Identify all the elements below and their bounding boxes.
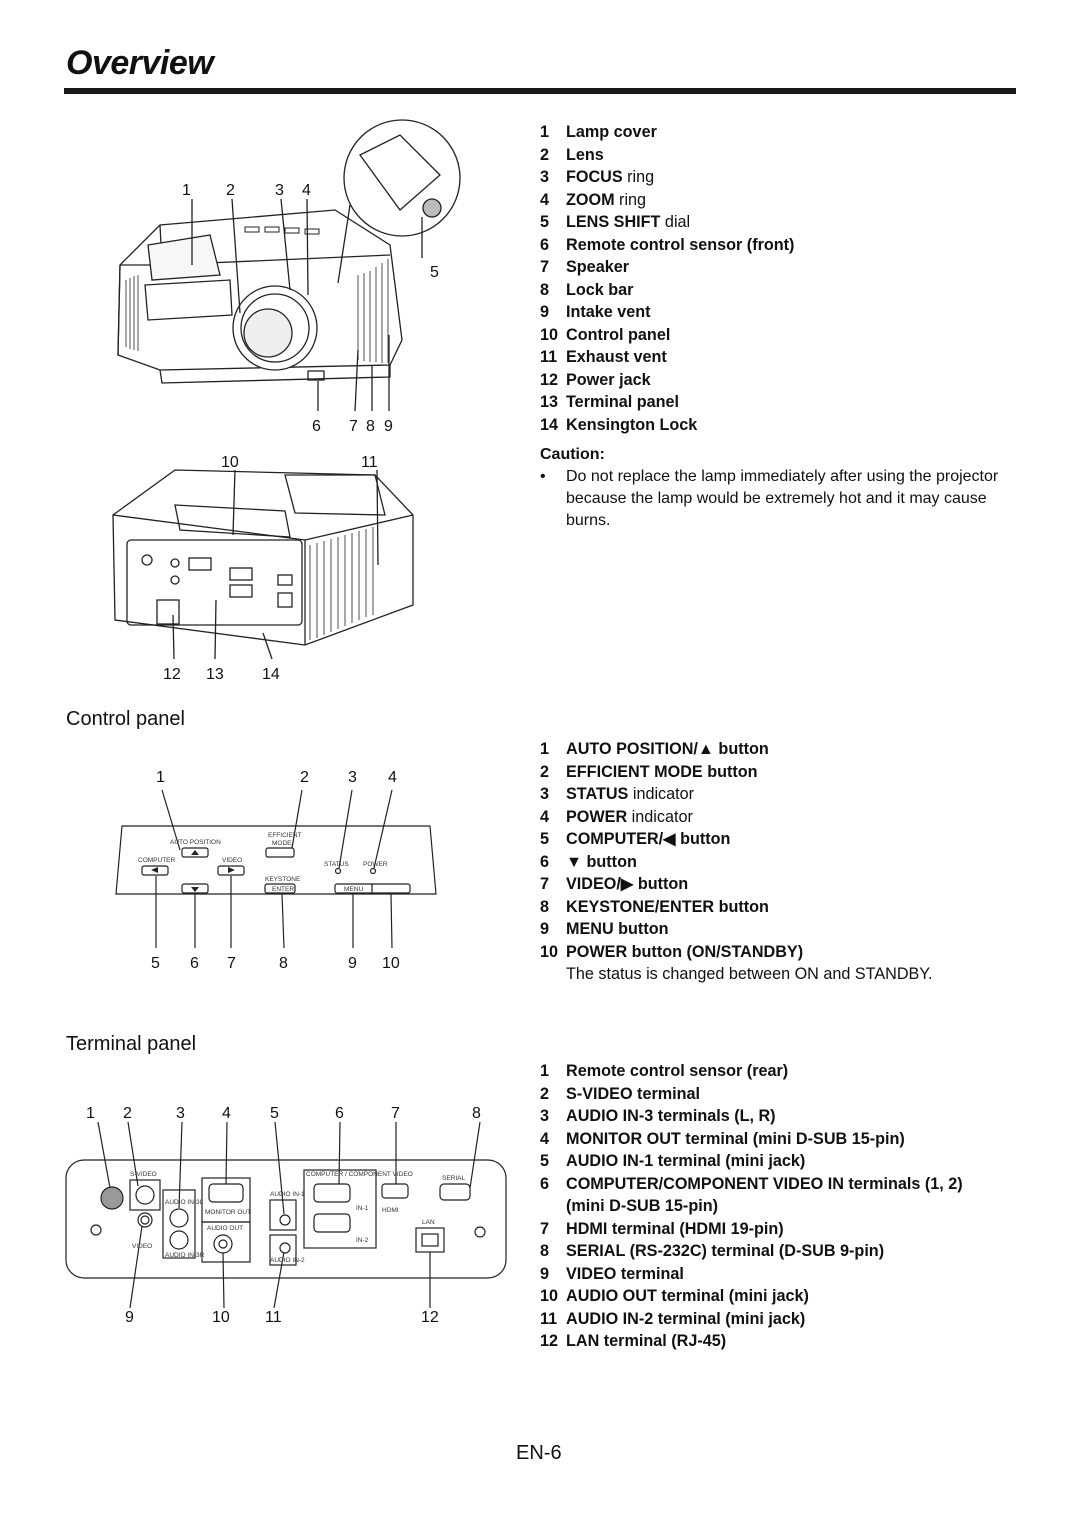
label-audio-out: AUDIO OUT — [207, 1225, 244, 1232]
item-number — [540, 1195, 566, 1218]
projector-front-illustration — [100, 115, 480, 435]
item-label — [566, 189, 646, 212]
item-number: 6 — [540, 235, 550, 254]
item-label — [566, 1083, 700, 1106]
item-label — [566, 301, 651, 324]
item-label — [566, 1308, 805, 1331]
cp-callout-10: 10 — [382, 955, 400, 972]
item-number: 4 — [540, 1129, 550, 1148]
item-label-main: VIDEO terminal — [566, 1264, 684, 1283]
item-label — [566, 279, 633, 302]
item-number: 5 — [540, 1152, 550, 1170]
item-number: 7 — [540, 1219, 550, 1238]
callout-10: 10 — [221, 454, 239, 471]
item-label-main: Remote control sensor (rear) — [566, 1062, 789, 1080]
item-label-main: POWER button (ON/STANDBY) — [566, 942, 804, 961]
label-mode: MODE — [272, 840, 292, 847]
list-item — [540, 1060, 1040, 1083]
callout-12: 12 — [163, 666, 181, 683]
item-label-main: Kensington Lock — [566, 415, 698, 434]
item-number: 2 — [540, 762, 550, 781]
tp-callout-12: 12 — [421, 1309, 439, 1326]
list-item — [540, 279, 1010, 302]
item-label — [566, 1330, 726, 1353]
page-number: EN-6 — [516, 1442, 562, 1464]
item-label-main: STATUS — [566, 785, 629, 803]
item-label — [566, 369, 651, 392]
item-label-main: Intake vent — [566, 303, 651, 321]
item-number: 1 — [540, 740, 550, 758]
item-number: 7 — [540, 875, 550, 893]
item-label-main: POWER — [566, 807, 628, 826]
label-auto-position: AUTO POSITION — [170, 839, 221, 846]
item-label-main: Remote control sensor (front) — [566, 235, 795, 254]
list-item — [540, 121, 1010, 144]
list-item — [540, 391, 1010, 414]
label-in1: IN-1 — [356, 1205, 369, 1212]
item-label-main: AUDIO IN-1 terminal (mini jack) — [566, 1152, 806, 1170]
cp-callout-6: 6 — [190, 955, 199, 972]
item-number: 1 — [540, 1062, 550, 1080]
label-audio-in1: AUDIO IN-1 — [270, 1191, 305, 1198]
item-label — [566, 121, 657, 144]
item-label — [566, 1128, 905, 1151]
tp-callout-9: 9 — [125, 1309, 134, 1326]
list-item — [540, 1173, 1040, 1196]
item-label — [566, 918, 669, 941]
item-number: 14 — [540, 415, 559, 434]
item-number: 6 — [540, 852, 550, 871]
item-number: 3 — [540, 168, 550, 186]
item-label-suffix: ring — [614, 190, 647, 209]
callout-8: 8 — [366, 418, 375, 435]
list-item — [540, 346, 1010, 369]
tp-callout-3: 3 — [176, 1105, 185, 1122]
item-number: 9 — [540, 920, 550, 938]
tp-callout-2: 2 — [123, 1105, 132, 1122]
item-number: 13 — [540, 393, 559, 411]
list-item — [540, 189, 1010, 212]
caution-note — [540, 444, 1010, 532]
label-menu: MENU — [344, 886, 364, 893]
item-label-main: Control panel — [566, 325, 671, 344]
label-video: VIDEO — [132, 1243, 153, 1250]
callout-9: 9 — [384, 418, 393, 435]
list-item — [540, 256, 1010, 279]
caution-bullet: • — [540, 468, 546, 485]
list-item — [540, 1150, 1040, 1173]
item-number: 5 — [540, 213, 550, 231]
label-computer-component: COMPUTER / COMPONENT VIDEO — [306, 1171, 413, 1178]
item-number: 12 — [540, 370, 559, 389]
list-item — [540, 1128, 1040, 1151]
item-label — [566, 256, 629, 279]
item-number: 10 — [540, 1287, 559, 1305]
label-audio-in3l: AUDIO IN-3L — [165, 1199, 204, 1206]
item-label — [566, 1240, 884, 1263]
item-label — [566, 873, 688, 896]
item-label-main: LENS SHIFT — [566, 213, 661, 231]
item-label — [566, 1150, 805, 1173]
item-number: 2 — [540, 145, 550, 164]
item-number: 7 — [540, 258, 550, 276]
item-number: 5 — [540, 830, 550, 848]
cp-callout-2: 2 — [300, 769, 309, 786]
list-item — [540, 783, 1010, 806]
tp-callout-6: 6 — [335, 1105, 344, 1122]
item-label — [566, 144, 604, 167]
list-item — [540, 301, 1010, 324]
cp-callout-8: 8 — [279, 955, 288, 972]
page-title: Overview — [66, 44, 214, 82]
callout-1: 1 — [182, 182, 191, 199]
item-label-suffix: dial — [660, 213, 691, 231]
item-label — [566, 1195, 718, 1218]
label-monitor-out: MONITOR OUT — [205, 1209, 252, 1216]
item-label-main: FOCUS — [566, 168, 623, 186]
list-item — [540, 806, 1010, 829]
list-item — [540, 896, 1010, 919]
label-lan: LAN — [422, 1219, 435, 1226]
label-enter: ENTER — [272, 886, 295, 893]
tp-callout-10: 10 — [212, 1309, 230, 1326]
callout-14: 14 — [262, 666, 280, 683]
item-label — [566, 761, 758, 784]
list-item — [540, 144, 1010, 167]
item-number: 11 — [540, 348, 558, 366]
list-item — [540, 414, 1010, 437]
list-item — [540, 1330, 1040, 1353]
control-panel-heading: Control panel — [66, 708, 185, 730]
callout-2: 2 — [226, 182, 235, 199]
item-label — [566, 1285, 809, 1308]
callout-5: 5 — [430, 264, 439, 281]
item-label — [566, 941, 803, 964]
label-efficient: EFFICIENT — [268, 832, 302, 839]
callout-7: 7 — [349, 418, 358, 435]
item-label-main: Lens — [566, 145, 604, 164]
cp-callout-7: 7 — [227, 955, 236, 972]
item-number: 8 — [540, 280, 550, 299]
list-note: The status is changed between ON and STANDBY. — [566, 965, 933, 983]
item-label-suffix: indicator — [628, 785, 695, 803]
item-label-main: Power jack — [566, 370, 651, 389]
label-serial: SERIAL — [442, 1175, 466, 1182]
list-item — [540, 873, 1010, 896]
item-label-main: Terminal panel — [566, 393, 680, 411]
caution-text: Do not replace the lamp immediately after using the projector because the lamp would be extremely hot and it may cause burns. — [566, 468, 999, 529]
item-number: 9 — [540, 1264, 550, 1283]
item-label-main: ZOOM — [566, 190, 615, 209]
item-number: 11 — [540, 1309, 558, 1328]
item-label — [566, 1105, 776, 1128]
label-audio-in2: AUDIO IN-2 — [270, 1257, 305, 1264]
item-number: 8 — [540, 897, 550, 916]
label-s-video: S-VIDEO — [130, 1171, 157, 1178]
item-label-main: VIDEO/▶ button — [566, 875, 689, 893]
list-item — [540, 918, 1010, 941]
item-label — [566, 211, 690, 234]
tp-callout-7: 7 — [391, 1105, 400, 1122]
label-computer: COMPUTER — [138, 857, 176, 864]
caution-heading: Caution: — [540, 446, 605, 463]
item-label — [566, 851, 637, 874]
item-label-main: KEYSTONE/ENTER button — [566, 897, 769, 916]
item-label — [566, 828, 730, 851]
item-label — [566, 324, 670, 347]
cp-callout-5: 5 — [151, 955, 160, 972]
item-label-main: AUTO POSITION/▲ button — [566, 740, 769, 758]
item-number: 3 — [540, 785, 550, 803]
item-number: 8 — [540, 1242, 550, 1260]
terminal-panel-parts-list — [540, 1060, 1040, 1353]
item-number: 9 — [540, 303, 550, 321]
item-label — [566, 738, 769, 761]
item-label — [566, 896, 769, 919]
list-item — [540, 1195, 1040, 1218]
item-label-main: (mini D-SUB 15-pin) — [566, 1197, 718, 1215]
tp-callout-11: 11 — [265, 1309, 282, 1326]
list-item — [540, 324, 1010, 347]
item-label-suffix: ring — [622, 168, 655, 186]
list-item — [540, 1218, 1040, 1241]
list-item — [540, 1263, 1040, 1286]
item-number: 4 — [540, 807, 550, 826]
label-video: VIDEO — [222, 857, 243, 864]
list-item — [540, 234, 1010, 257]
cp-callout-9: 9 — [348, 955, 357, 972]
list-item — [540, 828, 1010, 851]
item-label — [566, 346, 667, 369]
label-keystone: KEYSTONE — [265, 876, 301, 883]
tp-callout-8: 8 — [472, 1105, 481, 1122]
item-label-main: S-VIDEO terminal — [566, 1084, 701, 1103]
item-label — [566, 166, 654, 189]
item-label-suffix: indicator — [627, 807, 693, 826]
item-label-main: MONITOR OUT terminal (mini D-SUB 15-pin) — [566, 1129, 905, 1148]
item-label-main: Lock bar — [566, 280, 634, 299]
list-item — [540, 1308, 1040, 1331]
cp-callout-4: 4 — [388, 769, 397, 786]
item-label — [566, 414, 697, 437]
tp-callout-1: 1 — [86, 1105, 95, 1122]
item-number: 10 — [540, 325, 559, 344]
overview-parts-list — [540, 121, 1010, 436]
control-panel-parts-list — [540, 738, 1010, 985]
list-item — [540, 761, 1010, 784]
item-label-main: Lamp cover — [566, 123, 657, 141]
item-label — [566, 234, 794, 257]
item-label — [566, 1263, 684, 1286]
item-label-main: MENU button — [566, 920, 669, 938]
item-number: 12 — [540, 1332, 559, 1350]
callout-3: 3 — [275, 182, 284, 199]
label-audio-in3r: AUDIO IN-3R — [165, 1252, 205, 1259]
item-label-main: LAN terminal (RJ-45) — [566, 1332, 727, 1350]
tp-callout-4: 4 — [222, 1105, 231, 1122]
item-label-main: AUDIO IN-3 terminals (L, R) — [566, 1107, 776, 1125]
label-hdmi: HDMI — [382, 1207, 399, 1214]
callout-11: 11 — [361, 454, 378, 471]
item-number: 4 — [540, 190, 550, 209]
list-item — [540, 941, 1010, 964]
tp-callout-5: 5 — [270, 1105, 279, 1122]
control-panel-illustration — [110, 760, 440, 980]
item-label-main: AUDIO IN-2 terminal (mini jack) — [566, 1309, 806, 1328]
item-label — [566, 1173, 963, 1196]
list-item — [540, 211, 1010, 234]
cp-callout-3: 3 — [348, 769, 357, 786]
projector-rear-illustration — [95, 445, 425, 690]
item-number: 10 — [540, 942, 559, 961]
item-number: 6 — [540, 1174, 550, 1193]
item-label — [566, 1218, 784, 1241]
list-item — [540, 1083, 1040, 1106]
item-label — [566, 806, 693, 829]
item-label-main: HDMI terminal (HDMI 19-pin) — [566, 1219, 784, 1238]
item-label-main: ▼ button — [566, 852, 637, 871]
list-item — [540, 369, 1010, 392]
item-label-main: EFFICIENT MODE button — [566, 762, 758, 781]
list-item — [540, 166, 1010, 189]
callout-13: 13 — [206, 666, 224, 683]
title-rule — [64, 88, 1016, 94]
item-label-main: AUDIO OUT terminal (mini jack) — [566, 1287, 809, 1305]
cp-callout-1: 1 — [156, 769, 165, 786]
list-item — [540, 1285, 1040, 1308]
callout-6: 6 — [312, 418, 321, 435]
item-label-main: SERIAL (RS-232C) terminal (D-SUB 9-pin) — [566, 1242, 885, 1260]
list-item — [540, 1240, 1040, 1263]
list-item — [540, 738, 1010, 761]
label-in2: IN-2 — [356, 1237, 369, 1244]
item-label — [566, 783, 694, 806]
item-number: 1 — [540, 123, 550, 141]
item-label-main: Exhaust vent — [566, 348, 667, 366]
list-item — [540, 1105, 1040, 1128]
item-label-main: COMPUTER/◀ button — [566, 830, 731, 848]
item-label-main: Speaker — [566, 258, 629, 276]
list-item — [540, 851, 1010, 874]
label-power: POWER — [363, 861, 388, 868]
callout-4: 4 — [302, 182, 311, 199]
item-label-main: COMPUTER/COMPONENT VIDEO IN terminals (1, 2) — [566, 1174, 963, 1193]
item-label — [566, 391, 679, 414]
terminal-panel-heading: Terminal panel — [66, 1033, 197, 1055]
item-number: 2 — [540, 1084, 550, 1103]
label-status: STATUS — [324, 861, 349, 868]
item-number: 3 — [540, 1107, 550, 1125]
terminal-panel-illustration — [60, 1100, 510, 1330]
item-label — [566, 1060, 788, 1083]
